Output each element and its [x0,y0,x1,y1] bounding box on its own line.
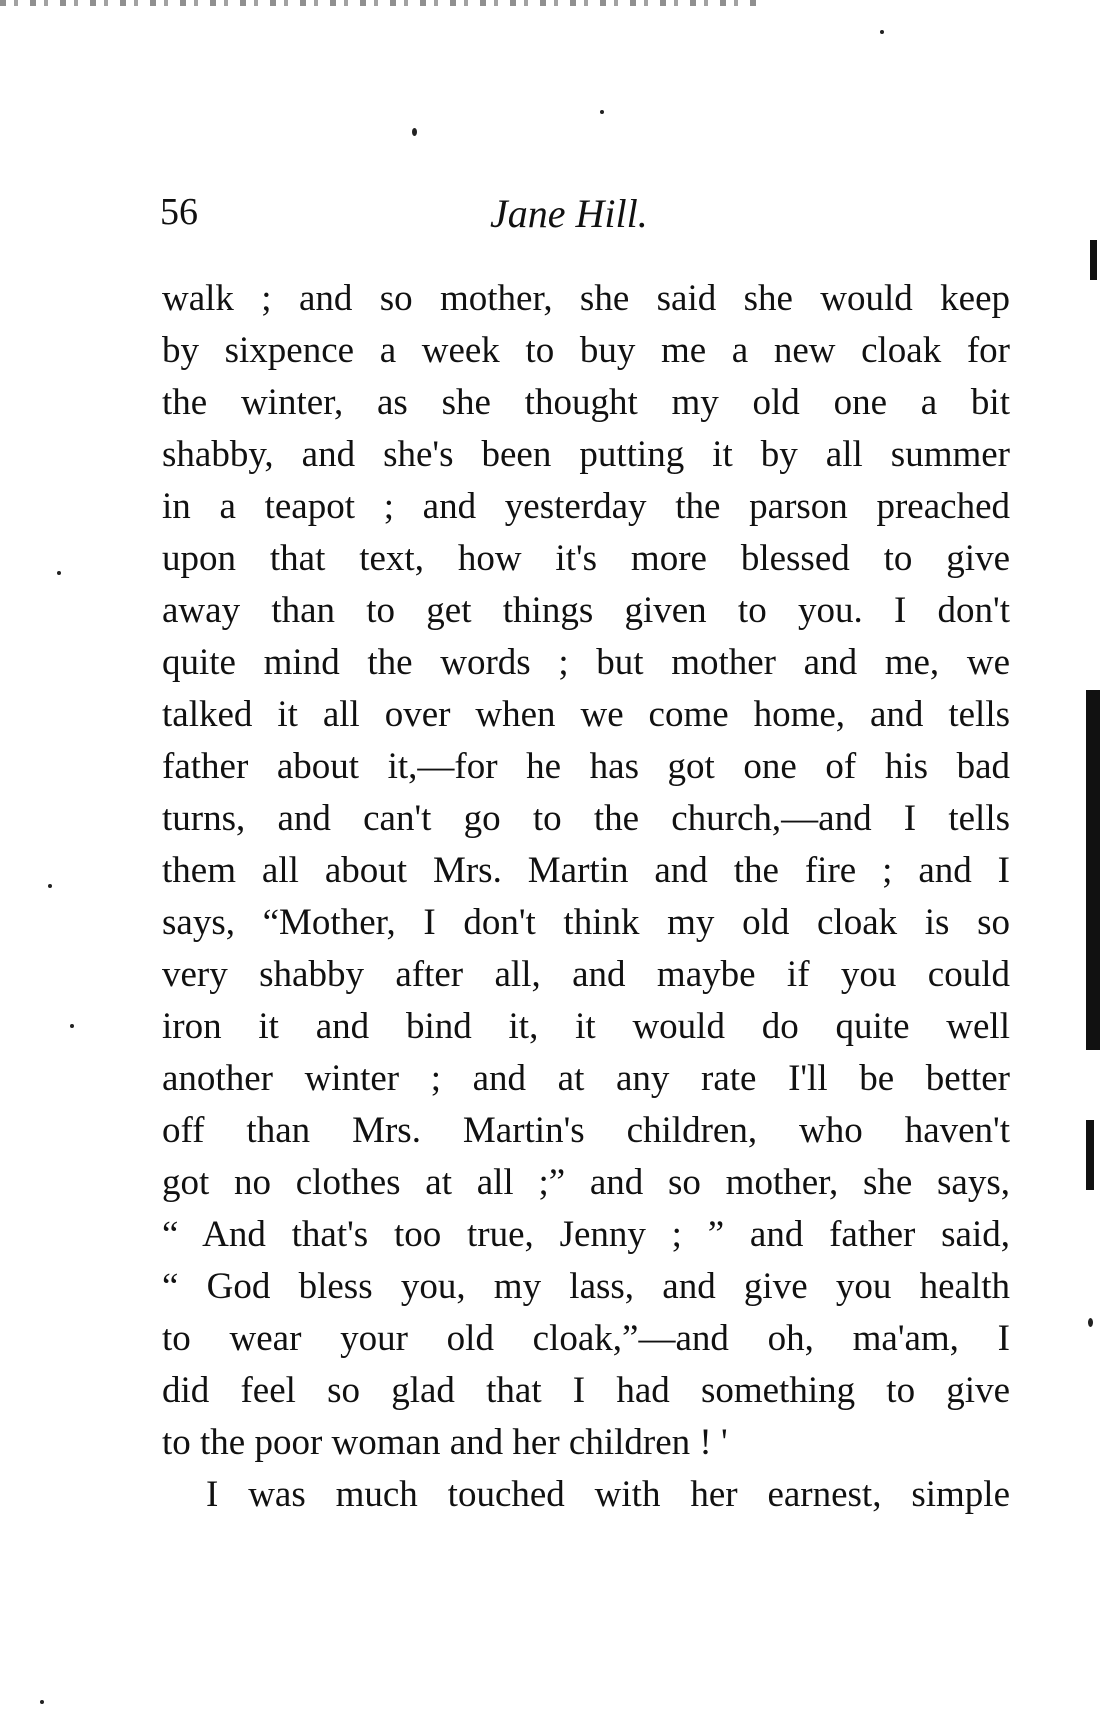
scan-speck [600,110,604,114]
text-line: in a teapot ; and yesterday the parson preached [162,486,1010,527]
text-line: “ And that's too true, Jenny ; ” and father said, [162,1214,1010,1255]
text-line: “ God bless you, my lass, and give you health [162,1266,1010,1307]
text-line: upon that text, how it's more blessed to give [162,538,1010,579]
running-title: Jane Hill. [490,191,648,236]
text-line: the winter, as she thought my old one a bit [162,382,1010,423]
text-line: father about it,—for he has got one of his bad [162,746,1010,787]
body-text [162,273,1010,1521]
scan-speck [57,571,61,575]
text-line: another winter ; and at any rate I'll be better [162,1058,1010,1099]
scan-speck [40,1700,44,1704]
scan-speck [1088,1318,1093,1327]
scan-speck [412,128,417,136]
text-line: to wear your old cloak,”—and oh, ma'am, I [162,1318,1010,1359]
text-line: off than Mrs. Martin's children, who haven't [162,1110,1010,1151]
scan-edge-mark [1086,1120,1094,1190]
page-number: 56 [160,191,198,233]
text-line: by sixpence a week to buy me a new cloak for [162,330,1010,371]
text-line: did feel so glad that I had something to give [162,1370,1010,1411]
text-line: talked it all over when we come home, and tells [162,694,1010,735]
scan-speck [48,884,52,888]
scan-edge-mark [1086,690,1100,1050]
text-line: to the poor woman and her children ! ' [162,1422,728,1463]
text-line: got no clothes at all ;” and so mother, she says, [162,1162,1010,1203]
text-line: says, “Mother, I don't think my old cloak is so [162,902,1010,943]
text-line: shabby, and she's been putting it by all summer [162,434,1010,475]
text-line: them all about Mrs. Martin and the fire ; and I [162,850,1010,891]
text-line: very shabby after all, and maybe if you could [162,954,1010,995]
scan-edge-mark [1090,240,1097,280]
page-header [160,190,1010,250]
scan-speck [880,30,884,34]
text-line: quite mind the words ; but mother and me, we [162,642,1010,683]
scan-edge-noise [0,0,760,6]
text-line: walk ; and so mother, she said she would keep [162,278,1010,319]
paragraph-start-line: I was much touched with her earnest, simple [206,1474,1010,1515]
scan-speck [70,1024,74,1028]
text-line: turns, and can't go to the church,—and I tells [162,798,1010,839]
text-line: away than to get things given to you. I don't [162,590,1010,631]
text-line: iron it and bind it, it would do quite well [162,1006,1010,1047]
